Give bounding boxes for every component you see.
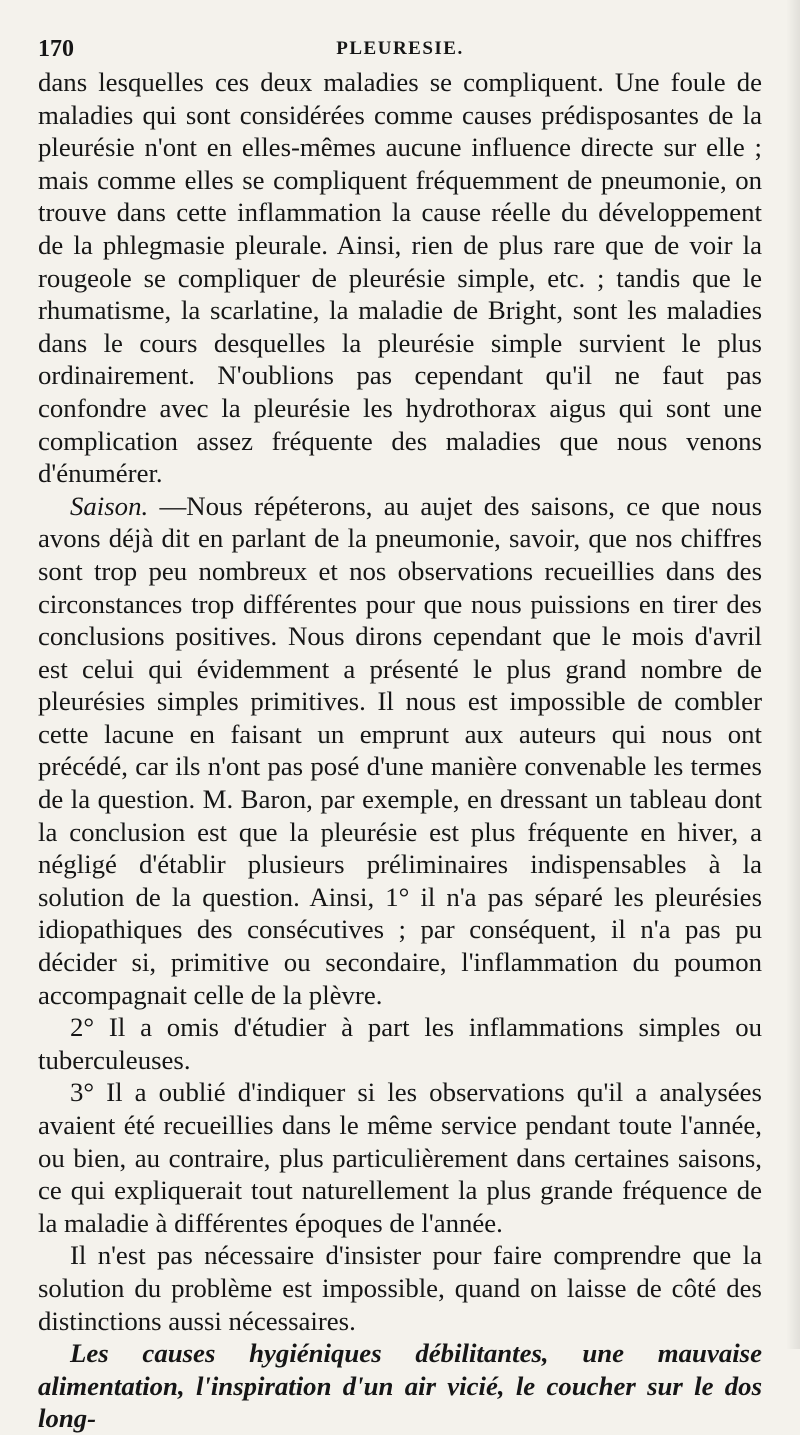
page-edge-shadow: [786, 0, 800, 1349]
paragraph-point-3: 3° Il a oublié d'indiquer si les observations qu'il a analysées avaient été recueillies dans le même service pendant toute l'année, ou bien, au contraire, plus particulièrement dans certaines saisons, ce qui expliquerait tout naturellement la plus grande fréquence de la maladie à différentes époques de l'année.: [38, 1077, 762, 1238]
paragraph-saison-text: —Nous répéterons, au aujet des saisons, ce que nous avons déjà dit en parlant de la pneumonie, savoir, que nos chiffres sont trop peu nombreux et nos observations recueillies dans des circonstances trop différentes pour que nous puissions en tirer des conclusions positives. Nous dirons cependant que le mois d'avril est celui qui évidemment a présenté le plus grand nombre de pleurésies simples primitives. Il nous est impossible de combler cette lacune en faisant un emprunt aux auteurs qui nous ont précédé, car ils n'ont pas posé d'une manière convenable les termes de la question. M. Baron, par exemple, en dressant un tableau dont la conclusion est que la pleurésie est plus fréquente en hiver, a négligé d'établir plusieurs préliminaires indispensables à la solution de la question. Ainsi, 1° il n'a pas séparé les pleurésies idiopathiques des consécutives ; par conséquent, il n'a pas pu décider si, primitive ou secondaire, l'inflammation du poumon accompagnait celle de la plèvre.: [38, 490, 762, 1010]
running-title: PLEURESIE.: [336, 38, 464, 59]
paragraph-continuation: dans lesquelles ces deux maladies se compliquent. Une foule de maladies qui sont considérées comme causes prédisposantes de la pleurésie n'ont en elles-mêmes aucune influence directe sur elle ; mais comme elles se compliquent fréquemment de pneumonie, on trouve dans cette inflammation la cause réelle du développement de la phlegmasie pleurale. Ainsi, rien de plus rare que de voir la rougeole se compliquer de pleurésie simple, etc. ; tandis que le rhumatisme, la scarlatine, la maladie de Bright, sont les maladies dans le cours desquelles la pleurésie simple survient le plus ordinairement. N'oublions pas cependant qu'il ne faut pas confondre avec la pleurésie les hydrothorax aigus qui sont une complication assez fréquente des maladies que nous venons d'énumérer.: [38, 67, 762, 489]
paragraph-conclusion: Il n'est pas nécessaire d'insister pour faire comprendre que la solution du problème est impossible, quand on laisse de côté des distinctions aussi nécessaires.: [38, 1240, 762, 1336]
page-number: 170: [38, 36, 74, 62]
paragraph-point-2: 2° Il a omis d'étudier à part les inflammations simples ou tuberculeuses.: [38, 1012, 762, 1075]
paragraph-saison: [38, 490, 762, 1012]
paragraph-hygienic-causes: Les causes hygiéniques débilitantes, une mauvaise alimentation, l'inspiration d'un air vicié, le coucher sur le dos long-: [38, 1338, 762, 1434]
running-header: [38, 32, 762, 66]
section-lead-saison: Saison.: [70, 490, 149, 521]
body-text: [38, 66, 762, 1435]
